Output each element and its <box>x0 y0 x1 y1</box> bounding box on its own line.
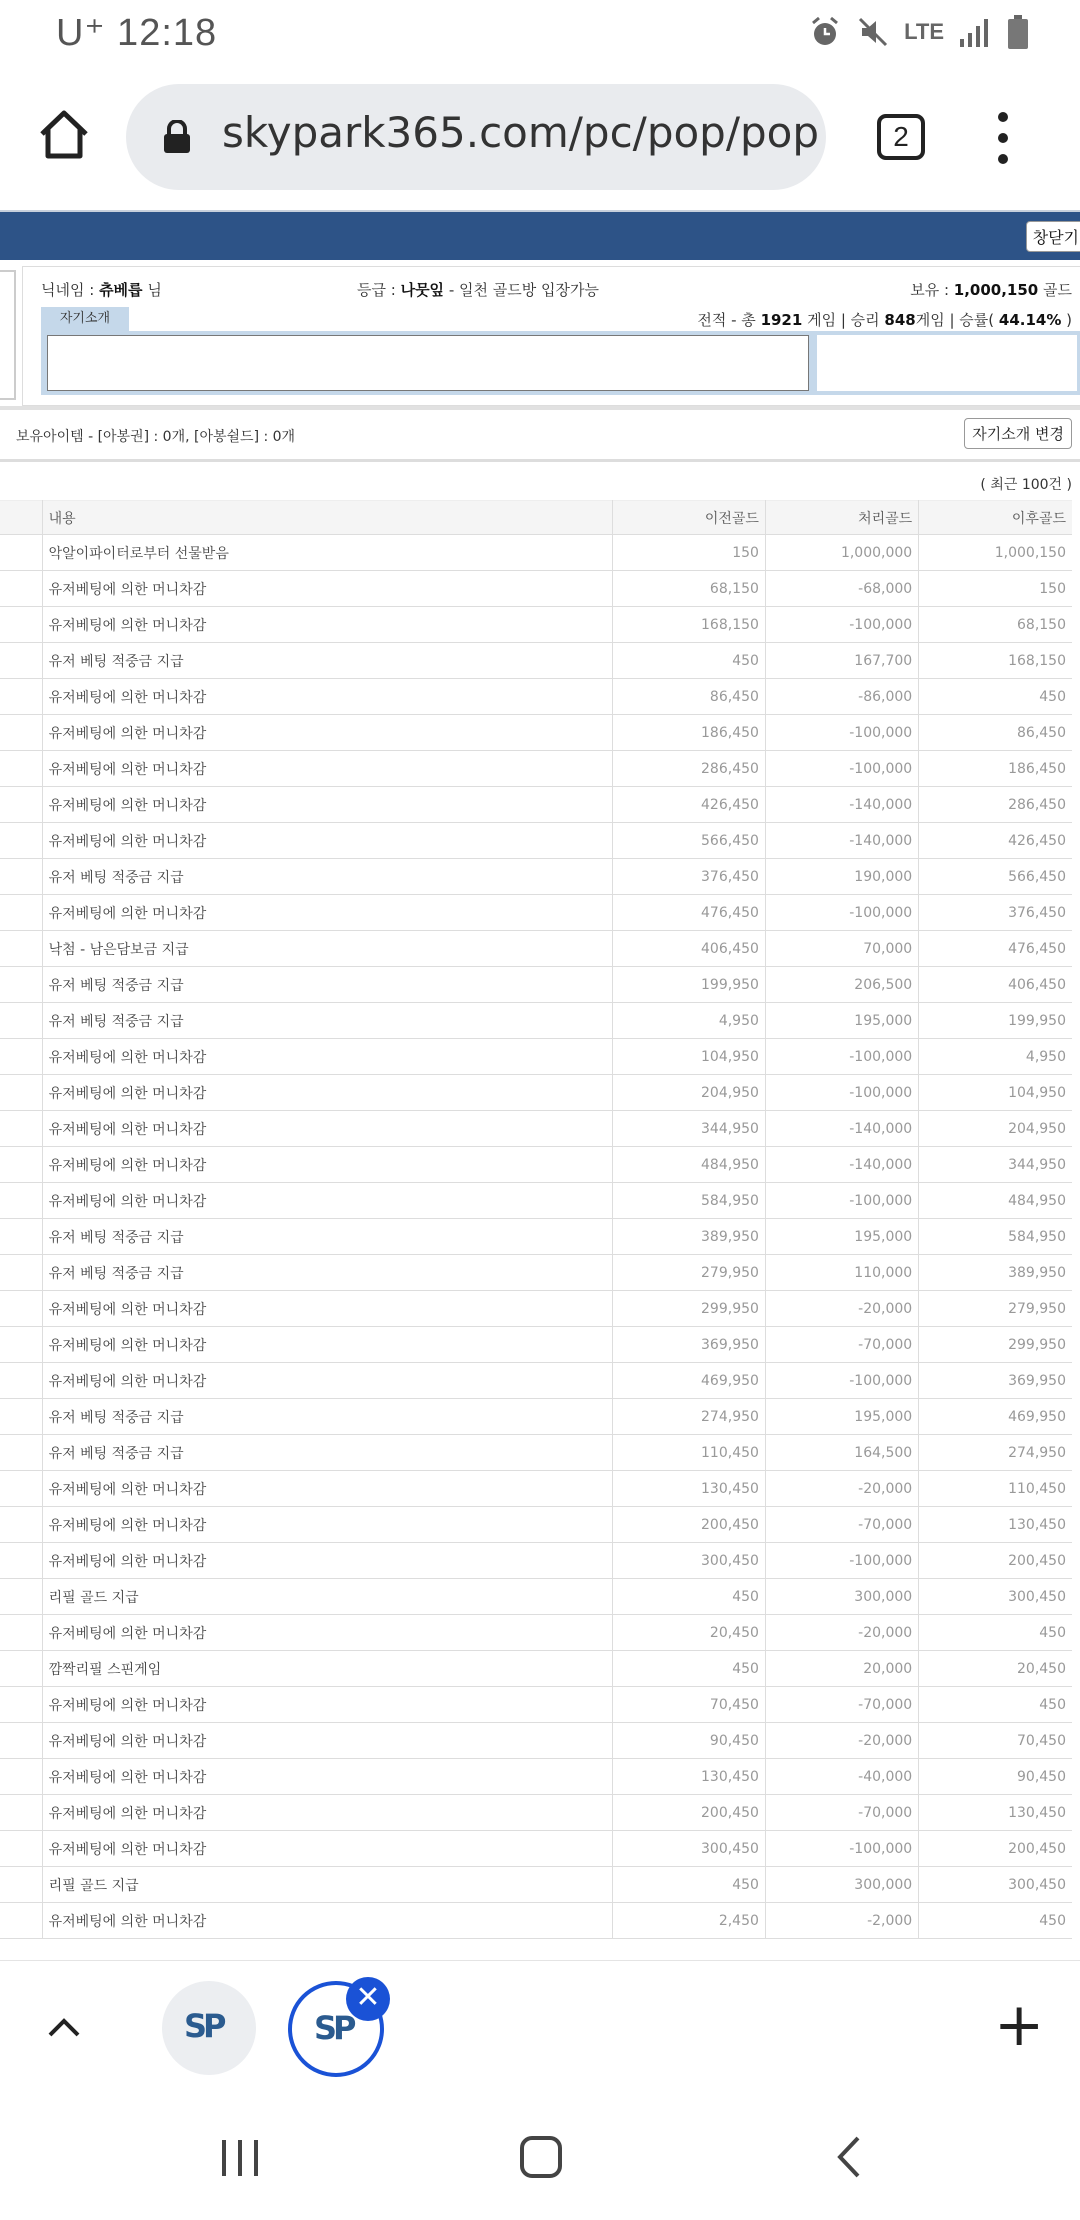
row-blank-cell <box>0 1615 42 1651</box>
row-processed-gold: -140,000 <box>765 1111 918 1147</box>
row-after-gold: 104,950 <box>919 1075 1072 1111</box>
row-after-gold: 389,950 <box>919 1255 1072 1291</box>
tab-thumbnail-1[interactable] <box>162 1981 256 2075</box>
row-content: 유저베팅에 의한 머니차감 <box>42 1327 612 1363</box>
row-blank-cell <box>0 1219 42 1255</box>
row-content: 유저베팅에 의한 머니차감 <box>42 1507 612 1543</box>
sp-logo-icon: SP <box>184 2007 223 2045</box>
row-before-gold: 300,450 <box>612 1543 765 1579</box>
row-after-gold: 130,450 <box>919 1507 1072 1543</box>
row-content: 유저베팅에 의한 머니차감 <box>42 1363 612 1399</box>
row-blank-cell <box>0 751 42 787</box>
row-blank-cell <box>0 1471 42 1507</box>
close-window-button[interactable]: 창닫기 <box>1026 221 1080 252</box>
row-processed-gold: 195,000 <box>765 1399 918 1435</box>
signal-icon <box>958 15 992 49</box>
row-before-gold: 476,450 <box>612 895 765 931</box>
row-processed-gold: 1,000,000 <box>765 535 918 571</box>
row-before-gold: 369,950 <box>612 1327 765 1363</box>
row-content: 유저 베팅 적중금 지급 <box>42 1003 612 1039</box>
row-blank-cell <box>0 715 42 751</box>
mute-icon <box>856 15 890 49</box>
row-processed-gold: -100,000 <box>765 1543 918 1579</box>
table-row <box>0 1795 1072 1831</box>
row-after-gold: 1,000,150 <box>919 535 1072 571</box>
network-label: LTE <box>904 19 944 44</box>
table-row <box>0 895 1072 931</box>
row-processed-gold: -140,000 <box>765 787 918 823</box>
row-content: 유저베팅에 의한 머니차감 <box>42 1075 612 1111</box>
lock-icon <box>162 120 192 154</box>
row-after-gold: 20,450 <box>919 1651 1072 1687</box>
table-row <box>0 607 1072 643</box>
owned-items: 보유아이템 - [아봉권] : 0개, [아봉쉴드] : 0개 <box>16 429 296 445</box>
home-nav-icon[interactable] <box>520 2136 562 2178</box>
row-blank-cell <box>0 1579 42 1615</box>
row-processed-gold: -100,000 <box>765 715 918 751</box>
row-processed-gold: 195,000 <box>765 1219 918 1255</box>
profile-box <box>22 266 1080 406</box>
system-nav-bar <box>0 2094 1080 2220</box>
row-content: 유저베팅에 의한 머니차감 <box>42 1903 612 1939</box>
row-before-gold: 450 <box>612 1651 765 1687</box>
row-before-gold: 204,950 <box>612 1075 765 1111</box>
row-before-gold: 199,950 <box>612 967 765 1003</box>
row-blank-cell <box>0 1291 42 1327</box>
table-row <box>0 1003 1072 1039</box>
row-processed-gold: -100,000 <box>765 751 918 787</box>
row-processed-gold: 195,000 <box>765 1003 918 1039</box>
row-after-gold: 150 <box>919 571 1072 607</box>
row-blank-cell <box>0 1687 42 1723</box>
row-content: 유저베팅에 의한 머니차감 <box>42 715 612 751</box>
gold-history-table <box>0 500 1072 1939</box>
row-after-gold: 566,450 <box>919 859 1072 895</box>
row-processed-gold: -100,000 <box>765 1363 918 1399</box>
row-blank-cell <box>0 1147 42 1183</box>
home-icon[interactable] <box>38 108 90 160</box>
recent-apps-icon[interactable] <box>222 2140 258 2176</box>
row-blank-cell <box>0 1111 42 1147</box>
row-before-gold: 130,450 <box>612 1471 765 1507</box>
back-icon[interactable] <box>830 2134 870 2180</box>
more-menu-icon[interactable] <box>996 112 1010 164</box>
row-blank-cell <box>0 895 42 931</box>
row-processed-gold: -2,000 <box>765 1903 918 1939</box>
row-before-gold: 110,450 <box>612 1435 765 1471</box>
table-row <box>0 1579 1072 1615</box>
table-body <box>0 535 1072 1939</box>
row-processed-gold: -40,000 <box>765 1759 918 1795</box>
table-row <box>0 1435 1072 1471</box>
row-content: 유저베팅에 의한 머니차감 <box>42 571 612 607</box>
row-before-gold: 484,950 <box>612 1147 765 1183</box>
table-row <box>0 1399 1072 1435</box>
row-after-gold: 130,450 <box>919 1795 1072 1831</box>
profile-panel <box>0 260 1080 410</box>
row-processed-gold: 20,000 <box>765 1651 918 1687</box>
intro-area <box>41 331 1080 395</box>
row-after-gold: 299,950 <box>919 1327 1072 1363</box>
header-content: 내용 <box>42 501 612 535</box>
row-content: 악알이파이터로부터 선물받음 <box>42 535 612 571</box>
row-after-gold: 376,450 <box>919 895 1072 931</box>
browser-toolbar <box>0 64 1080 210</box>
row-blank-cell <box>0 1435 42 1471</box>
row-blank-cell <box>0 1903 42 1939</box>
row-content: 유저베팅에 의한 머니차감 <box>42 1543 612 1579</box>
row-before-gold: 186,450 <box>612 715 765 751</box>
row-blank-cell <box>0 1723 42 1759</box>
row-before-gold: 274,950 <box>612 1399 765 1435</box>
row-processed-gold: 110,000 <box>765 1255 918 1291</box>
table-row <box>0 1651 1072 1687</box>
row-processed-gold: -70,000 <box>765 1507 918 1543</box>
row-before-gold: 450 <box>612 1579 765 1615</box>
intro-tab[interactable]: 자기소개 <box>41 307 129 331</box>
row-processed-gold: -20,000 <box>765 1615 918 1651</box>
row-after-gold: 484,950 <box>919 1183 1072 1219</box>
row-processed-gold: 300,000 <box>765 1867 918 1903</box>
row-content: 리필 골드 지급 <box>42 1867 612 1903</box>
table-row <box>0 1687 1072 1723</box>
row-content: 유저베팅에 의한 머니차감 <box>42 751 612 787</box>
row-after-gold: 344,950 <box>919 1147 1072 1183</box>
row-before-gold: 150 <box>612 535 765 571</box>
row-after-gold: 450 <box>919 1687 1072 1723</box>
table-row <box>0 1219 1072 1255</box>
row-before-gold: 4,950 <box>612 1003 765 1039</box>
row-before-gold: 566,450 <box>612 823 765 859</box>
row-content: 유저베팅에 의한 머니차감 <box>42 1759 612 1795</box>
row-before-gold: 389,950 <box>612 1219 765 1255</box>
items-bar <box>0 410 1080 462</box>
row-before-gold: 90,450 <box>612 1723 765 1759</box>
row-before-gold: 168,150 <box>612 607 765 643</box>
row-before-gold: 300,450 <box>612 1831 765 1867</box>
row-content: 유저베팅에 의한 머니차감 <box>42 823 612 859</box>
popup-header <box>0 210 1080 260</box>
left-panel-edge <box>0 270 16 400</box>
table-row <box>0 1867 1072 1903</box>
row-processed-gold: 164,500 <box>765 1435 918 1471</box>
row-after-gold: 450 <box>919 1615 1072 1651</box>
row-blank-cell <box>0 1867 42 1903</box>
row-content: 유저베팅에 의한 머니차감 <box>42 1615 612 1651</box>
row-blank-cell <box>0 931 42 967</box>
sp-logo-icon: SP <box>314 2009 353 2047</box>
row-content: 유저 베팅 적중금 지급 <box>42 643 612 679</box>
row-after-gold: 186,450 <box>919 751 1072 787</box>
row-before-gold: 200,450 <box>612 1795 765 1831</box>
row-after-gold: 200,450 <box>919 1831 1072 1867</box>
row-before-gold: 70,450 <box>612 1687 765 1723</box>
header-before-gold: 이전골드 <box>612 501 765 535</box>
row-blank-cell <box>0 643 42 679</box>
grade: 등급 : 나뭇잎 - 일천 골드방 입장가능 <box>357 281 599 299</box>
row-processed-gold: -100,000 <box>765 1831 918 1867</box>
row-blank-cell <box>0 1255 42 1291</box>
nickname: 닉네임 : 츄베릅 님 <box>41 281 162 299</box>
row-processed-gold: -70,000 <box>765 1327 918 1363</box>
table-row <box>0 1831 1072 1867</box>
row-blank-cell <box>0 679 42 715</box>
row-after-gold: 274,950 <box>919 1435 1072 1471</box>
status-bar <box>0 0 1080 64</box>
row-blank-cell <box>0 787 42 823</box>
row-before-gold: 469,950 <box>612 1363 765 1399</box>
row-blank-cell <box>0 1831 42 1867</box>
url-text: skypark365.com/pc/pop/pop <box>222 108 820 157</box>
recent-note: ( 최근 100건 ) <box>980 477 1072 493</box>
row-after-gold: 200,450 <box>919 1543 1072 1579</box>
table-row <box>0 967 1072 1003</box>
row-processed-gold: 206,500 <box>765 967 918 1003</box>
row-after-gold: 300,450 <box>919 1867 1072 1903</box>
row-content: 유저 베팅 적중금 지급 <box>42 1399 612 1435</box>
row-content: 유저베팅에 의한 머니차감 <box>42 1831 612 1867</box>
row-after-gold: 199,950 <box>919 1003 1072 1039</box>
row-processed-gold: 70,000 <box>765 931 918 967</box>
edit-intro-button[interactable]: 자기소개 변경 <box>964 418 1072 449</box>
row-content: 깜짝리필 스핀게임 <box>42 1651 612 1687</box>
table-row <box>0 1255 1072 1291</box>
table-row <box>0 1075 1072 1111</box>
row-blank-cell <box>0 1075 42 1111</box>
row-after-gold: 476,450 <box>919 931 1072 967</box>
carrier-time: U⁺ 12:18 <box>56 12 218 54</box>
holding-gold: 보유 : 1,000,150 골드 <box>910 281 1072 299</box>
row-processed-gold: -100,000 <box>765 1039 918 1075</box>
row-content: 리필 골드 지급 <box>42 1579 612 1615</box>
row-content: 유저 베팅 적중금 지급 <box>42 1435 612 1471</box>
row-processed-gold: 190,000 <box>765 859 918 895</box>
row-before-gold: 584,950 <box>612 1183 765 1219</box>
row-before-gold: 20,450 <box>612 1615 765 1651</box>
table-row <box>0 823 1072 859</box>
address-bar[interactable] <box>126 84 826 190</box>
tabs-bar <box>0 1960 1080 2094</box>
row-after-gold: 426,450 <box>919 823 1072 859</box>
row-processed-gold: 300,000 <box>765 1579 918 1615</box>
table-row <box>0 679 1072 715</box>
row-after-gold: 168,150 <box>919 643 1072 679</box>
row-before-gold: 86,450 <box>612 679 765 715</box>
row-before-gold: 104,950 <box>612 1039 765 1075</box>
row-content: 유저베팅에 의한 머니차감 <box>42 679 612 715</box>
row-content: 유저베팅에 의한 머니차감 <box>42 1795 612 1831</box>
row-processed-gold: -70,000 <box>765 1687 918 1723</box>
row-after-gold: 450 <box>919 679 1072 715</box>
row-before-gold: 200,450 <box>612 1507 765 1543</box>
row-blank-cell <box>0 1795 42 1831</box>
table-row <box>0 1543 1072 1579</box>
row-processed-gold: -68,000 <box>765 571 918 607</box>
table-row <box>0 1039 1072 1075</box>
header-after-gold: 이후골드 <box>919 501 1072 535</box>
table-row <box>0 751 1072 787</box>
table-row <box>0 931 1072 967</box>
row-before-gold: 68,150 <box>612 571 765 607</box>
status-icons <box>808 14 1030 50</box>
row-after-gold: 584,950 <box>919 1219 1072 1255</box>
row-content: 유저 베팅 적중금 지급 <box>42 1219 612 1255</box>
row-content: 유저베팅에 의한 머니차감 <box>42 1111 612 1147</box>
row-blank-cell <box>0 571 42 607</box>
row-processed-gold: -100,000 <box>765 607 918 643</box>
table-row <box>0 571 1072 607</box>
row-after-gold: 286,450 <box>919 787 1072 823</box>
row-blank-cell <box>0 1543 42 1579</box>
row-after-gold: 70,450 <box>919 1723 1072 1759</box>
table-row <box>0 1903 1072 1939</box>
table-row <box>0 1363 1072 1399</box>
row-before-gold: 130,450 <box>612 1759 765 1795</box>
row-blank-cell <box>0 1183 42 1219</box>
table-row <box>0 1759 1072 1795</box>
row-content: 유저베팅에 의한 머니차감 <box>42 1147 612 1183</box>
row-content: 유저베팅에 의한 머니차감 <box>42 787 612 823</box>
row-after-gold: 279,950 <box>919 1291 1072 1327</box>
row-content: 유저베팅에 의한 머니차감 <box>42 1039 612 1075</box>
row-blank-cell <box>0 1327 42 1363</box>
row-after-gold: 4,950 <box>919 1039 1072 1075</box>
row-content: 유저베팅에 의한 머니차감 <box>42 895 612 931</box>
row-processed-gold: -20,000 <box>765 1723 918 1759</box>
row-content: 유저베팅에 의한 머니차감 <box>42 1723 612 1759</box>
row-before-gold: 2,450 <box>612 1903 765 1939</box>
web-content <box>0 210 1080 1960</box>
table-row <box>0 715 1072 751</box>
row-after-gold: 469,950 <box>919 1399 1072 1435</box>
row-blank-cell <box>0 1759 42 1795</box>
row-before-gold: 286,450 <box>612 751 765 787</box>
row-before-gold: 279,950 <box>612 1255 765 1291</box>
table-row <box>0 1183 1072 1219</box>
row-processed-gold: -100,000 <box>765 1183 918 1219</box>
alarm-icon <box>808 15 842 49</box>
row-blank-cell <box>0 1039 42 1075</box>
row-blank-cell <box>0 1507 42 1543</box>
close-tab-icon[interactable]: ✕ <box>346 1977 390 2021</box>
row-after-gold: 90,450 <box>919 1759 1072 1795</box>
row-blank-cell <box>0 1651 42 1687</box>
row-content: 유저 베팅 적중금 지급 <box>42 859 612 895</box>
table-row <box>0 643 1072 679</box>
tab-switcher-button[interactable]: 2 <box>877 114 925 160</box>
row-before-gold: 450 <box>612 1867 765 1903</box>
row-processed-gold: -86,000 <box>765 679 918 715</box>
row-content: 유저 베팅 적중금 지급 <box>42 1255 612 1291</box>
table-row <box>0 1471 1072 1507</box>
table-row <box>0 1327 1072 1363</box>
row-processed-gold: -100,000 <box>765 1075 918 1111</box>
chevron-up-icon[interactable] <box>46 2009 82 2045</box>
intro-side-box <box>817 335 1077 391</box>
row-content: 유저 베팅 적중금 지급 <box>42 967 612 1003</box>
table-row <box>0 787 1072 823</box>
table-row <box>0 1291 1072 1327</box>
header-blank <box>0 501 42 535</box>
row-after-gold: 369,950 <box>919 1363 1072 1399</box>
row-after-gold: 86,450 <box>919 715 1072 751</box>
row-before-gold: 299,950 <box>612 1291 765 1327</box>
table-row <box>0 1111 1072 1147</box>
table-header-row <box>0 501 1072 535</box>
row-blank-cell <box>0 1399 42 1435</box>
row-after-gold: 406,450 <box>919 967 1072 1003</box>
row-processed-gold: 167,700 <box>765 643 918 679</box>
table-row <box>0 859 1072 895</box>
row-content: 유저베팅에 의한 머니차감 <box>42 1471 612 1507</box>
row-before-gold: 344,950 <box>612 1111 765 1147</box>
row-blank-cell <box>0 607 42 643</box>
new-tab-icon[interactable]: + <box>994 1990 1045 2060</box>
table-row <box>0 1723 1072 1759</box>
table-row <box>0 1147 1072 1183</box>
table-row <box>0 535 1072 571</box>
row-after-gold: 300,450 <box>919 1579 1072 1615</box>
row-blank-cell <box>0 859 42 895</box>
row-before-gold: 406,450 <box>612 931 765 967</box>
row-after-gold: 450 <box>919 1903 1072 1939</box>
row-content: 유저베팅에 의한 머니차감 <box>42 607 612 643</box>
row-processed-gold: -100,000 <box>765 895 918 931</box>
row-after-gold: 204,950 <box>919 1111 1072 1147</box>
battery-icon <box>1006 14 1030 50</box>
row-processed-gold: -70,000 <box>765 1795 918 1831</box>
row-after-gold: 110,450 <box>919 1471 1072 1507</box>
row-processed-gold: -20,000 <box>765 1291 918 1327</box>
row-before-gold: 426,450 <box>612 787 765 823</box>
row-blank-cell <box>0 1003 42 1039</box>
row-blank-cell <box>0 823 42 859</box>
table-row <box>0 1507 1072 1543</box>
row-before-gold: 450 <box>612 643 765 679</box>
header-processed-gold: 처리골드 <box>765 501 918 535</box>
row-content: 낙첨 - 남은담보금 지급 <box>42 931 612 967</box>
row-content: 유저베팅에 의한 머니차감 <box>42 1183 612 1219</box>
intro-textbox[interactable] <box>47 335 809 391</box>
row-blank-cell <box>0 535 42 571</box>
row-blank-cell <box>0 1363 42 1399</box>
row-content: 유저베팅에 의한 머니차감 <box>42 1291 612 1327</box>
row-blank-cell <box>0 967 42 1003</box>
row-content: 유저베팅에 의한 머니차감 <box>42 1687 612 1723</box>
row-processed-gold: -140,000 <box>765 823 918 859</box>
table-row <box>0 1615 1072 1651</box>
row-after-gold: 68,150 <box>919 607 1072 643</box>
row-processed-gold: -140,000 <box>765 1147 918 1183</box>
row-processed-gold: -20,000 <box>765 1471 918 1507</box>
game-record: 전적 - 총 1921 게임 | 승리 848게임 | 승률( 44.14% ) <box>697 311 1072 329</box>
row-before-gold: 376,450 <box>612 859 765 895</box>
